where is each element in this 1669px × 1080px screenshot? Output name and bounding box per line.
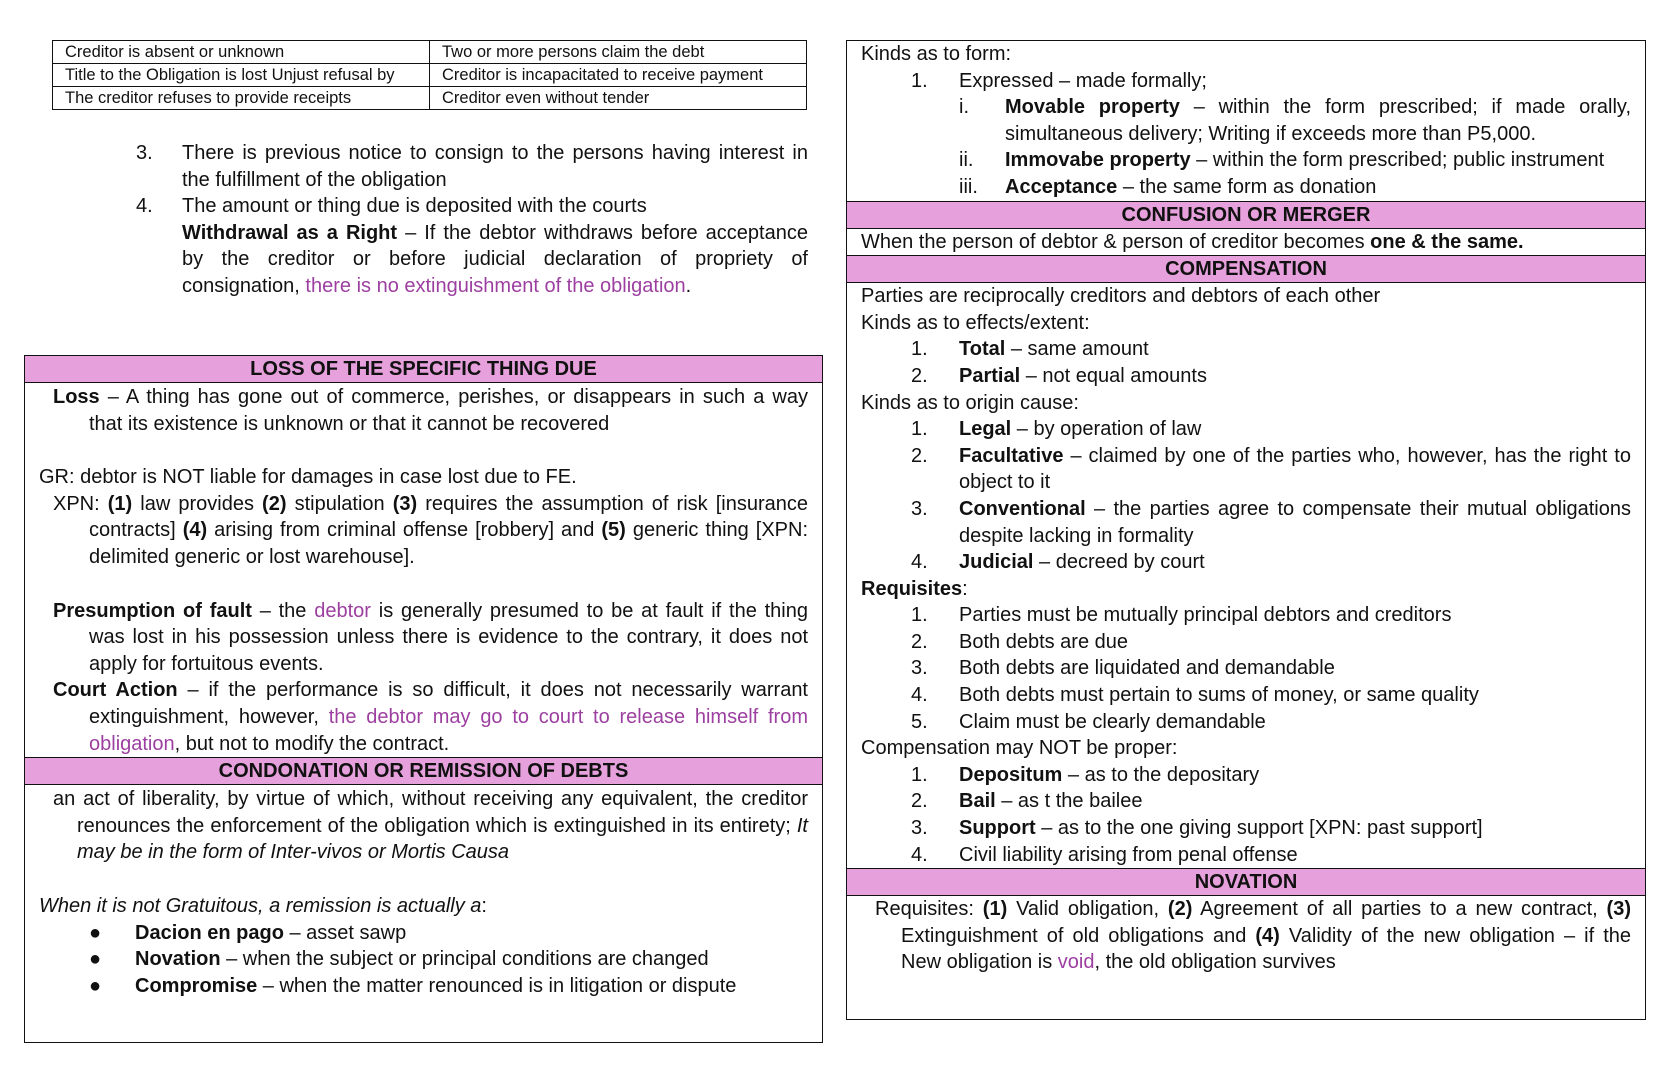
list-item <box>911 363 1631 390</box>
table-cell: Two or more persons claim the debt <box>430 41 807 64</box>
list-text: Claim must be clearly demandable <box>959 710 1266 733</box>
list-item <box>911 602 1631 629</box>
table-row <box>53 41 807 64</box>
confusion-text: When the person of debtor & person of creditor becomes <box>861 230 1371 253</box>
requisites-title <box>861 576 1631 603</box>
list-item <box>911 655 1631 682</box>
list-number: 2. <box>911 444 928 467</box>
consignation-list <box>136 140 808 300</box>
novation-text: Extinguishment of old obligations and <box>901 924 1256 947</box>
list-number: ii. <box>959 149 974 172</box>
list-item <box>959 94 1631 147</box>
list-item <box>959 174 1631 201</box>
court-action-text: – if the performance is so difficult, it does not necessarily warrant extinguishment, however, <box>89 679 808 728</box>
list-number: 4. <box>911 684 928 707</box>
novation-void: void <box>1057 951 1095 974</box>
list-number: 2. <box>911 364 928 387</box>
list-item <box>89 946 808 973</box>
xpn-num: (3) <box>392 492 418 515</box>
list-item <box>911 549 1631 576</box>
list-term: Conventional <box>959 497 1086 520</box>
not-proper-title: Compensation may NOT be proper: <box>861 737 1178 760</box>
list-text: Civil liability arising from penal offense <box>959 843 1298 866</box>
presumption-debtor: debtor <box>314 599 371 622</box>
condonation-body <box>25 785 822 999</box>
list-item <box>911 815 1631 842</box>
list-text: Both debts are liquidated and demandable <box>959 657 1335 680</box>
xpn-label: XPN: <box>53 492 108 515</box>
court-action-text: , but not to modify the contract. <box>174 732 450 755</box>
consignation-table <box>52 40 807 110</box>
presumption-term: Presumption of fault <box>53 599 252 622</box>
list-text: – as t the bailee <box>995 790 1143 813</box>
xpn-num: (2) <box>262 492 287 515</box>
withdrawal-end: . <box>685 274 692 297</box>
list-text: – as to the one giving support [XPN: past support] <box>1035 817 1483 840</box>
list-term: Partial <box>959 364 1021 387</box>
list-number: 3. <box>911 657 928 680</box>
table-row <box>53 64 807 87</box>
right-section-box <box>846 40 1646 1020</box>
list-item <box>136 140 808 193</box>
list-item <box>911 842 1631 869</box>
general-rule: GR: debtor is NOT liable for damages in case lost due to FE. <box>39 466 577 489</box>
xpn-num: (5) <box>601 519 626 542</box>
effects-list <box>861 336 1631 389</box>
novation-body <box>847 896 1645 976</box>
court-action-term: Court Action <box>53 679 178 702</box>
list-term: Total <box>959 338 1006 361</box>
novation-num: (3) <box>1606 898 1631 921</box>
list-item <box>136 193 808 220</box>
list-number: 1. <box>911 69 928 92</box>
table-cell: Creditor is incapacitated to receive payment <box>430 64 807 87</box>
sub-text: – within the form prescribed; public instrument <box>1190 149 1605 172</box>
list-number: 3. <box>136 142 153 164</box>
colon: : <box>481 894 487 917</box>
sub-term: Acceptance <box>1005 175 1118 198</box>
not-proper-list <box>861 762 1631 868</box>
novation-text: Requisites: <box>875 898 983 921</box>
list-text: – not equal amounts <box>1020 364 1207 387</box>
list-item <box>911 682 1631 709</box>
left-section-box <box>24 355 823 1043</box>
list-number: iii. <box>959 175 978 198</box>
withdrawal-text: – If the debtor withdraws before acceptance by the creditor or before judicial declaration of propriety of consignation, <box>182 221 808 297</box>
list-text: – same amount <box>1005 338 1149 361</box>
list-number: 1. <box>911 604 928 627</box>
table-row <box>53 87 807 110</box>
list-number: 2. <box>911 630 928 653</box>
list-text: – decreed by court <box>1033 551 1205 574</box>
list-text: Both debts are due <box>959 630 1129 653</box>
list-item <box>89 920 808 947</box>
sub-term: Immovabe property <box>1005 149 1191 172</box>
novation-num: (1) <box>982 898 1008 921</box>
loss-term: Loss <box>53 386 100 408</box>
exceptions <box>39 491 808 571</box>
form-section <box>847 41 1645 201</box>
confusion-header: CONFUSION OR MERGER <box>847 201 1645 229</box>
list-term: Depositum <box>959 763 1063 786</box>
xpn-text: arising from criminal offense [robbery] and <box>207 519 602 542</box>
list-term: Judicial <box>959 551 1034 574</box>
xpn-text: generic thing [XPN: delimited generic or lost warehouse]. <box>89 519 808 568</box>
sub-term: Movable property <box>1005 96 1180 119</box>
list-item <box>911 629 1631 656</box>
novation-text: , the old obligation survives <box>1094 951 1336 974</box>
bullet-icon: ● <box>89 948 102 971</box>
requisites-list <box>861 602 1631 735</box>
novation-num: (4) <box>1255 924 1280 947</box>
list-number: i. <box>959 96 969 119</box>
list-text: – claimed by one of the parties who, however, has the right to object to it <box>959 444 1631 494</box>
list-number: 3. <box>911 497 928 520</box>
presumption-text: – the <box>251 599 315 622</box>
loss-text: – A thing has gone out of commerce, perishes, or disappears in such a way that its existence is unknown or that it cannot be recovered <box>89 386 808 435</box>
effects-title: Kinds as to effects/extent: <box>861 311 1090 334</box>
xpn-num: (1) <box>107 492 133 515</box>
form-sublist <box>861 94 1631 200</box>
not-gratuitous <box>39 893 808 920</box>
list-number: 3. <box>911 817 928 840</box>
form-title: Kinds as to form: <box>861 43 1012 65</box>
presumption-text: is generally presumed to be at fault if the thing was lost in his possession unless there is evidence to the contrary, it does not apply for fortuitous events. <box>89 599 808 675</box>
list-term: Bail <box>959 790 996 813</box>
loss-header: LOSS OF THE SPECIFIC THING DUE <box>25 356 822 383</box>
list-text: The amount or thing due is deposited with the courts <box>182 195 647 218</box>
list-item <box>911 709 1631 736</box>
withdrawal-highlight: there is no extinguishment of the obligation <box>305 274 686 297</box>
condonation-header: CONDONATION OR REMISSION OF DEBTS <box>25 757 822 785</box>
list-item <box>911 336 1631 363</box>
list-text: Both debts must pertain to sums of money, or same quality <box>959 684 1479 707</box>
sub-text: – within the form prescribed; if made orally, simultaneous delivery; Writing if exceeds more than P5,000. <box>1005 96 1631 145</box>
list-term: Legal <box>959 418 1012 441</box>
xpn-text: requires the assumption of risk [insurance contracts] <box>89 492 809 542</box>
colon: : <box>962 577 968 600</box>
compensation-header: COMPENSATION <box>847 255 1645 283</box>
list-number: 4. <box>911 843 928 866</box>
list-text: Expressed – made formally; <box>959 69 1207 92</box>
court-action-highlight: the debtor may go to court to release himself from obligation <box>89 705 808 755</box>
novation-requisites <box>861 896 1631 976</box>
novation-text: Validity of the new obligation – if the New obligation is <box>901 924 1631 974</box>
list-text: Parties must be mutually principal debtors and creditors <box>959 604 1452 627</box>
bullet-icon: ● <box>89 974 102 997</box>
table-cell: Creditor is absent or unknown <box>53 41 430 64</box>
presumption-of-fault <box>39 598 808 678</box>
table-cell: The creditor refuses to provide receipts <box>53 87 430 110</box>
sub-text: – the same form as donation <box>1117 175 1377 198</box>
list-item <box>861 68 1631 95</box>
list-number: 2. <box>911 790 928 813</box>
compensation-intro: Parties are reciprocally creditors and debtors of each other <box>861 285 1381 308</box>
bullet-text: – when the subject or principal conditions are changed <box>220 948 709 971</box>
list-term: Support <box>959 817 1036 840</box>
requisites-label: Requisites <box>861 577 963 600</box>
list-number: 4. <box>911 551 928 574</box>
list-number: 1. <box>911 763 928 786</box>
condonation-definition <box>39 786 808 866</box>
bullet-term: Compromise <box>135 974 258 997</box>
origin-title: Kinds as to origin cause: <box>861 391 1079 414</box>
xpn-num: (4) <box>182 519 208 542</box>
list-item <box>911 416 1631 443</box>
list-item <box>911 443 1631 496</box>
withdrawal-term: Withdrawal as a Right <box>182 221 398 244</box>
condonation-text: an act of liberality, by virtue of which, without receiving any equivalent, the creditor renounces the enforcement of the obligation which is extinguished in its entirety; <box>53 788 808 837</box>
xpn-text: stipulation <box>286 492 393 515</box>
origin-list <box>861 416 1631 576</box>
list-item <box>959 147 1631 174</box>
bullet-icon: ● <box>89 921 102 944</box>
list-text: – as to the depositary <box>1062 763 1260 786</box>
bullet-term: Novation <box>135 948 221 971</box>
list-text: – the parties agree to compensate their mutual obligations despite lacking in formality <box>959 497 1631 547</box>
novation-header: NOVATION <box>847 868 1645 896</box>
novation-text: Valid obligation, <box>1007 898 1168 921</box>
loss-definition <box>39 384 808 437</box>
list-term: Facultative <box>959 444 1064 467</box>
bullet-text: – asset sawp <box>283 921 407 944</box>
withdrawal-paragraph <box>136 220 808 300</box>
confusion-bold: one & the same. <box>1370 230 1524 253</box>
table-cell: Title to the Obligation is lost Unjust refusal by <box>53 64 430 87</box>
compensation-body <box>847 283 1645 868</box>
list-item <box>911 496 1631 549</box>
list-number: 1. <box>911 418 928 441</box>
novation-text: Agreement of all parties to a new contract, <box>1192 898 1607 921</box>
list-item <box>911 788 1631 815</box>
list-number: 4. <box>136 195 153 218</box>
table-cell: Creditor even without tender <box>430 87 807 110</box>
condonation-italic: It may be in the form of Inter-vivos or Mortis Causa <box>77 814 808 864</box>
list-number: 5. <box>911 710 928 733</box>
list-item <box>89 973 808 1000</box>
list-text: There is previous notice to consign to the persons having interest in the fulfillment of the obligation <box>182 142 808 191</box>
bullet-term: Dacion en pago <box>135 921 284 944</box>
list-number: 1. <box>911 338 928 361</box>
list-item <box>911 762 1631 789</box>
xpn-text: law provides <box>132 492 263 515</box>
loss-body <box>25 383 822 757</box>
confusion-body <box>847 229 1645 256</box>
remission-bullets <box>39 920 808 1000</box>
novation-num: (2) <box>1167 898 1193 921</box>
not-gratuitous-text: When it is not Gratuitous, a remission is actually a <box>39 894 482 917</box>
court-action <box>39 677 808 757</box>
bullet-text: – when the matter renounced is in litigation or dispute <box>257 974 737 997</box>
list-text: – by operation of law <box>1011 418 1202 441</box>
